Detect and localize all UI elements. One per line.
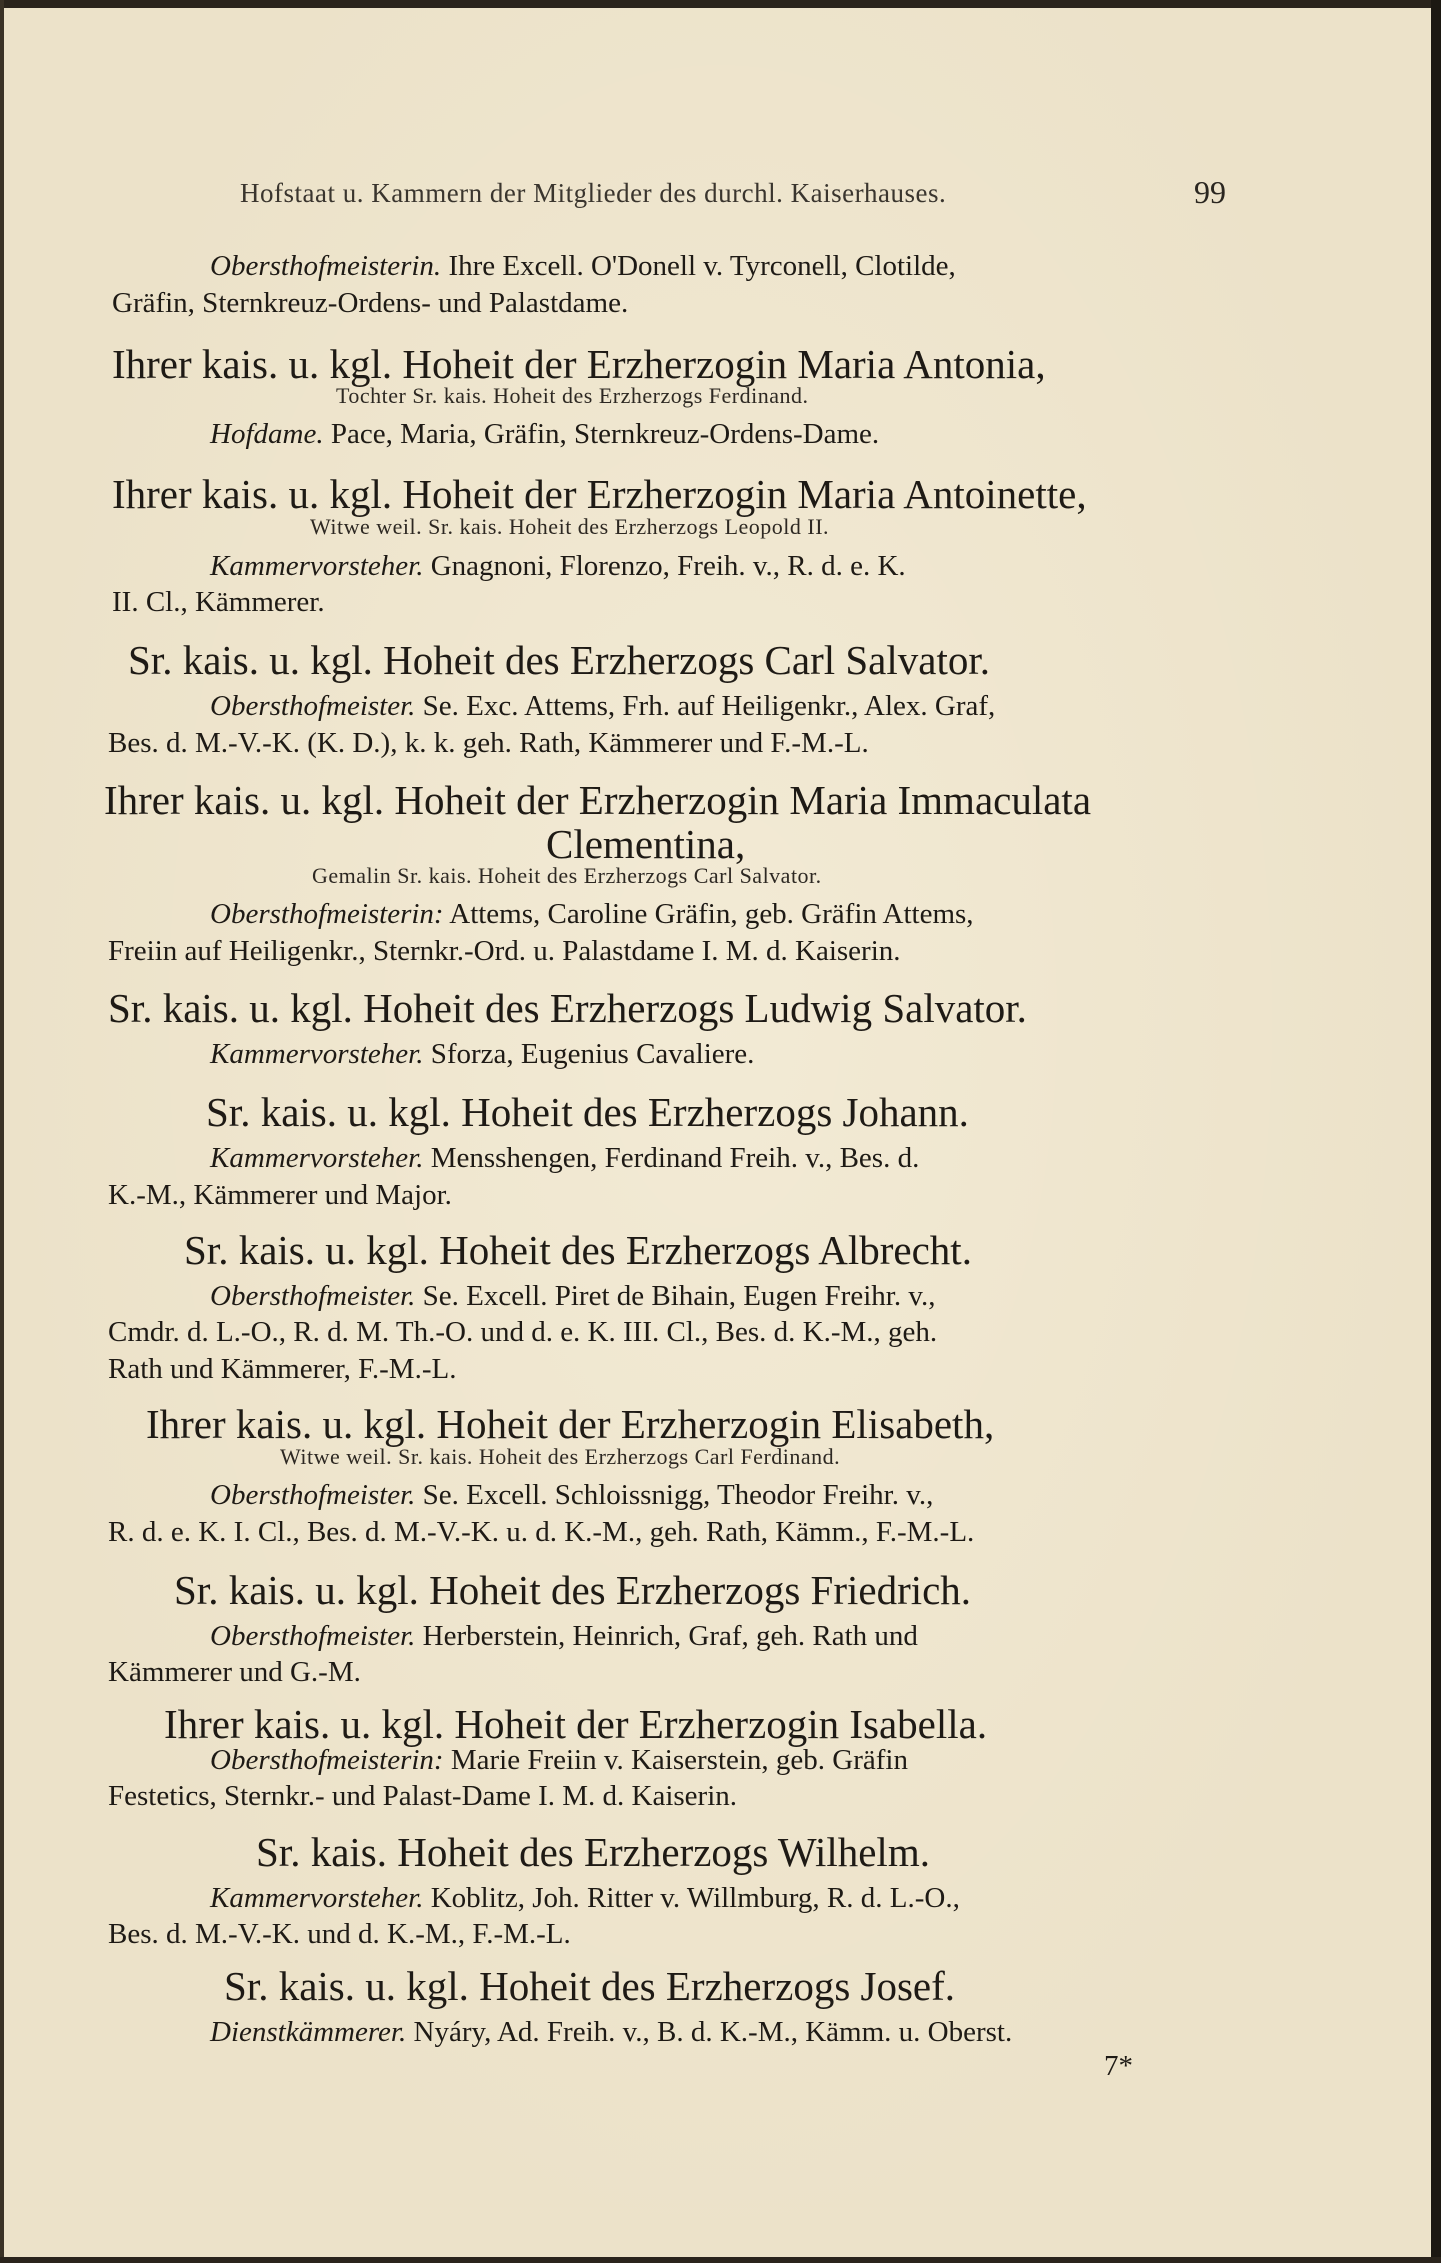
role-label: Obersthofmeisterin: bbox=[210, 1744, 444, 1776]
entry-text: Mensshengen, Ferdinand Freih. v., Bes. d. bbox=[430, 1142, 920, 1174]
page-edge-bottom bbox=[0, 2257, 1441, 2263]
section-heading: Sr. kais. u. kgl. Hoheit des Erzherzogs Josef. bbox=[224, 1963, 956, 2009]
role-label: Kammervorsteher. bbox=[210, 1038, 424, 1070]
text-line bbox=[210, 1038, 754, 1071]
entry-text: Se. Excell. Schloissnigg, Theodor Freihr. v., bbox=[422, 1479, 934, 1511]
text-line: Kämmerer und G.-M. bbox=[108, 1656, 361, 1688]
text-line bbox=[210, 1744, 908, 1777]
entry-text: Ihre Excell. O'Donell v. Tyrconell, Clotilde, bbox=[448, 250, 956, 282]
text-line bbox=[210, 250, 956, 283]
role-label: Obersthofmeister. bbox=[210, 1620, 416, 1652]
entry-text: Attems, Caroline Gräfin, geb. Gräfin Attems, bbox=[449, 898, 974, 930]
section-heading: Sr. kais. Hoheit des Erzherzogs Wilhelm. bbox=[256, 1829, 930, 1875]
text-line bbox=[210, 550, 906, 583]
subheading: Witwe weil. Sr. kais. Hoheit des Erzherzogs Carl Ferdinand. bbox=[280, 1444, 841, 1469]
section-heading: Sr. kais. u. kgl. Hoheit des Erzherzogs Carl Salvator. bbox=[128, 637, 990, 683]
signature-mark: 7* bbox=[1104, 2050, 1133, 2082]
entry-text: Gnagnoni, Florenzo, Freih. v., R. d. e. K. bbox=[430, 550, 906, 582]
entry-text: Sforza, Eugenius Cavaliere. bbox=[430, 1038, 755, 1070]
text-line: R. d. e. K. I. Cl., Bes. d. M.-V.-K. u. d. K.-M., geh. Rath, Kämm., F.-M.-L. bbox=[108, 1516, 975, 1548]
section-heading: Ihrer kais. u. kgl. Hoheit der Erzherzogin Maria Antoinette, bbox=[112, 471, 1087, 517]
role-label: Dienstkämmerer. bbox=[210, 2016, 407, 2048]
role-label: Obersthofmeisterin: bbox=[210, 898, 444, 930]
text-line: Rath und Kämmerer, F.-M.-L. bbox=[108, 1353, 457, 1385]
role-label: Kammervorsteher. bbox=[210, 550, 424, 582]
page-edge-right bbox=[1431, 0, 1441, 2263]
section-heading: Clementina, bbox=[546, 821, 746, 867]
section-heading: Sr. kais. u. kgl. Hoheit des Erzherzogs Johann. bbox=[206, 1089, 969, 1135]
entry-text: Se. Exc. Attems, Frh. auf Heiligenkr., Alex. Graf, bbox=[422, 690, 996, 722]
text-line bbox=[210, 1280, 935, 1313]
subheading: Tochter Sr. kais. Hoheit des Erzherzogs Ferdinand. bbox=[336, 383, 809, 408]
text-line: Gräfin, Sternkreuz-Ordens- und Palastdame. bbox=[112, 287, 629, 319]
text-line bbox=[210, 1620, 918, 1653]
entry-text: Nyáry, Ad. Freih. v., B. d. K.-M., Kämm. u. Oberst. bbox=[413, 2016, 1013, 2048]
role-label: Obersthofmeister. bbox=[210, 690, 416, 722]
text-line: K.-M., Kämmerer und Major. bbox=[108, 1179, 452, 1211]
section-heading: Ihrer kais. u. kgl. Hoheit der Erzherzogin Maria Antonia, bbox=[112, 341, 1046, 387]
text-line bbox=[210, 1882, 960, 1915]
entry-text: Se. Excell. Piret de Bihain, Eugen Freihr. v., bbox=[422, 1280, 936, 1312]
text-line: Bes. d. M.-V.-K. und d. K.-M., F.-M.-L. bbox=[108, 1918, 571, 1950]
section-heading: Ihrer kais. u. kgl. Hoheit der Erzherzogin Elisabeth, bbox=[146, 1401, 995, 1447]
text-line bbox=[210, 418, 879, 451]
section-heading: Sr. kais. u. kgl. Hoheit des Erzherzogs Friedrich. bbox=[174, 1567, 972, 1613]
text-line: Bes. d. M.-V.-K. (K. D.), k. k. geh. Rath, Kämmerer und F.-M.-L. bbox=[108, 727, 869, 759]
text-line bbox=[210, 2016, 1012, 2049]
text-line bbox=[210, 1142, 919, 1175]
entry-text: Herberstein, Heinrich, Graf, geh. Rath und bbox=[422, 1620, 918, 1652]
text-line bbox=[210, 690, 995, 723]
text-line: Festetics, Sternkr.- und Palast-Dame I. M. d. Kaiserin. bbox=[108, 1780, 738, 1812]
entry-text: Marie Freiin v. Kaiserstein, geb. Gräfin bbox=[450, 1744, 908, 1776]
role-label: Obersthofmeisterin. bbox=[210, 250, 442, 282]
role-label: Kammervorsteher. bbox=[210, 1142, 424, 1174]
text-line: Freiin auf Heiligenkr., Sternkr.-Ord. u. Palastdame I. M. d. Kaiserin. bbox=[108, 935, 901, 967]
text-line bbox=[210, 898, 974, 931]
section-heading: Sr. kais. u. kgl. Hoheit des Erzherzogs Ludwig Salvator. bbox=[108, 985, 1027, 1031]
section-heading: Sr. kais. u. kgl. Hoheit des Erzherzogs Albrecht. bbox=[184, 1227, 972, 1273]
page-edge-top bbox=[0, 0, 1441, 8]
role-label: Obersthofmeister. bbox=[210, 1280, 416, 1312]
running-title: Hofstaat u. Kammern der Mitglieder des durchl. Kaiserhauses. bbox=[240, 178, 947, 208]
page-edge-left bbox=[0, 0, 4, 2263]
text-line: Cmdr. d. L.-O., R. d. M. Th.-O. und d. e. K. III. Cl., Bes. d. K.-M., geh. bbox=[108, 1316, 938, 1348]
section-heading: Ihrer kais. u. kgl. Hoheit der Erzherzogin Isabella. bbox=[164, 1701, 988, 1747]
entry-text: Koblitz, Joh. Ritter v. Willmburg, R. d. L.-O., bbox=[430, 1882, 960, 1914]
subheading: Gemalin Sr. kais. Hoheit des Erzherzogs Carl Salvator. bbox=[312, 863, 822, 888]
section-heading: Ihrer kais. u. kgl. Hoheit der Erzherzogin Maria Immaculata bbox=[104, 777, 1092, 823]
role-label: Kammervorsteher. bbox=[210, 1882, 424, 1914]
text-line bbox=[210, 1479, 933, 1512]
subheading: Witwe weil. Sr. kais. Hoheit des Erzherzogs Leopold II. bbox=[310, 514, 830, 539]
page-number: 99 bbox=[1194, 174, 1226, 210]
role-label: Hofdame. bbox=[210, 418, 324, 450]
role-label: Obersthofmeister. bbox=[210, 1479, 416, 1511]
text-line: II. Cl., Kämmerer. bbox=[112, 586, 325, 618]
entry-text: Pace, Maria, Gräfin, Sternkreuz-Ordens-Dame. bbox=[330, 418, 880, 450]
